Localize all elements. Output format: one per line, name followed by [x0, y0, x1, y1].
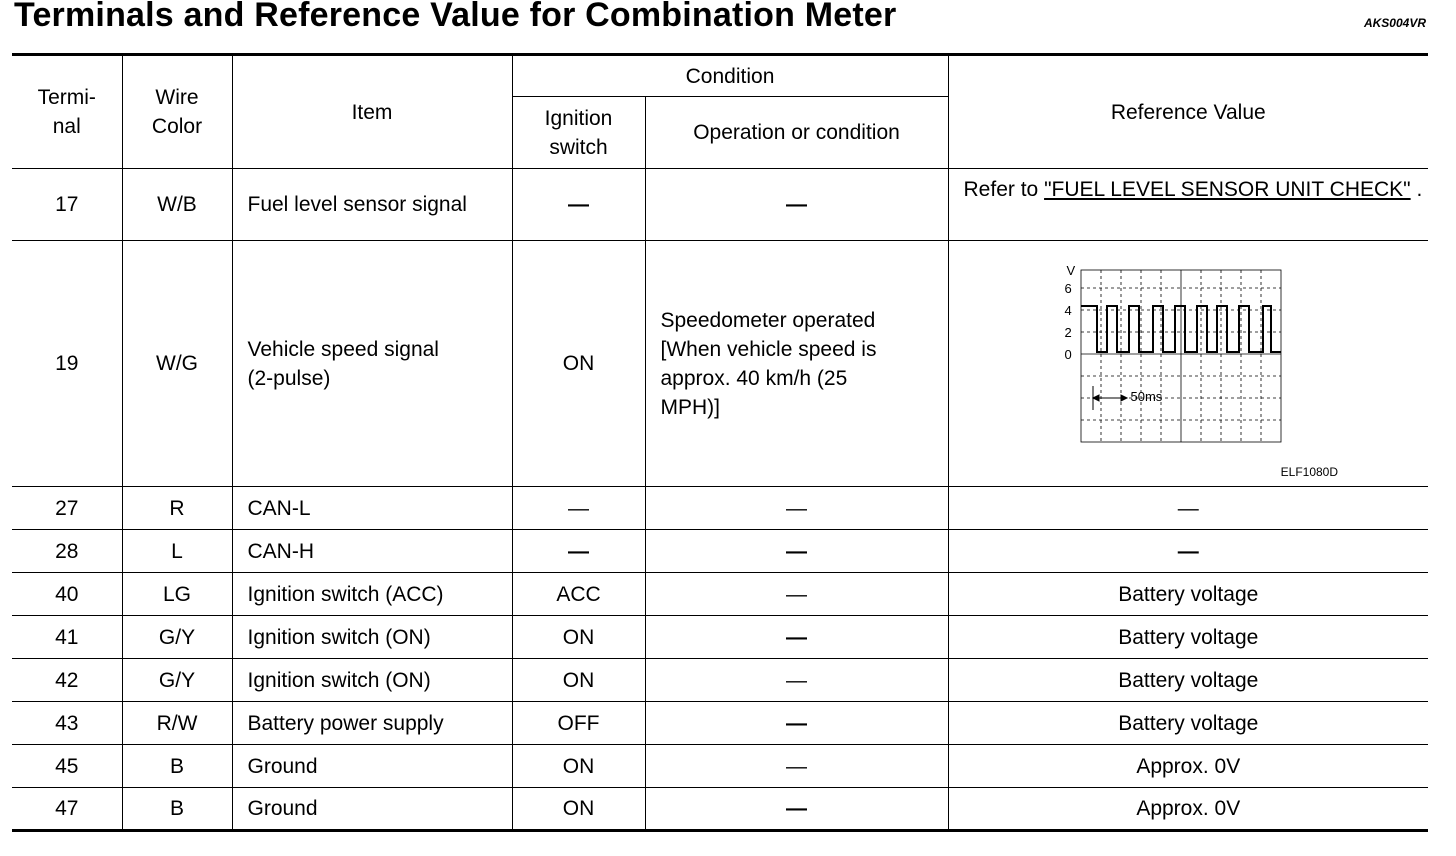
terminals-table: [12, 53, 1428, 832]
ignition-cell: ON: [512, 616, 645, 659]
reference-cell: Battery voltage: [948, 616, 1428, 659]
reference-cell: Battery voltage: [948, 659, 1428, 702]
reference-cell: —: [948, 487, 1428, 530]
page-title: Terminals and Reference Value for Combination Meter: [14, 0, 897, 34]
wire-color-cell: G/Y: [122, 659, 232, 702]
item-cell: Vehicle speed signal (2-pulse): [232, 241, 512, 487]
waveform-figure: [949, 242, 1429, 486]
table-row: [12, 659, 1428, 702]
header-operation: Operation or condition: [645, 97, 948, 169]
wire-color-cell: L: [122, 530, 232, 573]
reference-cell: Approx. 0V: [948, 745, 1428, 788]
wire-color-cell: R: [122, 487, 232, 530]
reference-cell: [948, 169, 1428, 241]
reference-suffix: .: [1410, 178, 1423, 201]
header-condition: Condition: [512, 55, 948, 97]
table-row: [12, 702, 1428, 745]
table-row: [12, 241, 1428, 487]
wire-color-cell: LG: [122, 573, 232, 616]
table-row: [12, 530, 1428, 573]
table-row: [12, 573, 1428, 616]
item-cell: Ground: [232, 788, 512, 831]
wire-color-cell: B: [122, 788, 232, 831]
wire-color-cell: B: [122, 745, 232, 788]
operation-cell: —: [645, 169, 948, 241]
item-cell: Ignition switch (ON): [232, 659, 512, 702]
y-unit-label: V: [1066, 262, 1076, 278]
terminal-cell: 43: [12, 702, 122, 745]
ignition-cell: ON: [512, 745, 645, 788]
reference-cell: Battery voltage: [948, 573, 1428, 616]
wire-color-cell: G/Y: [122, 616, 232, 659]
operation-cell: Speedometer operated [When vehicle speed is approx. 40 km/h (25 MPH)]: [645, 241, 948, 487]
ignition-cell: ON: [512, 241, 645, 487]
reference-cell: —: [948, 530, 1428, 573]
reference-cell: [948, 241, 1428, 487]
time-scale-label: 50ms: [1130, 388, 1163, 404]
table-row: [12, 745, 1428, 788]
y-tick-2: 2: [1064, 324, 1072, 340]
ignition-cell: ON: [512, 659, 645, 702]
header-item: Item: [232, 55, 512, 169]
y-tick-6: 6: [1064, 280, 1072, 296]
operation-cell: —: [645, 745, 948, 788]
terminal-cell: 42: [12, 659, 122, 702]
terminal-cell: 27: [12, 487, 122, 530]
table-row: [12, 616, 1428, 659]
reference-cell: Battery voltage: [948, 702, 1428, 745]
document-id: AKS004VR: [1363, 16, 1426, 30]
terminal-cell: 41: [12, 616, 122, 659]
terminal-cell: 19: [12, 241, 122, 487]
item-cell: Fuel level sensor signal: [232, 169, 512, 241]
terminal-cell: 45: [12, 745, 122, 788]
ignition-cell: ACC: [512, 573, 645, 616]
operation-cell: —: [645, 788, 948, 831]
operation-cell: —: [645, 573, 948, 616]
operation-cell: —: [645, 616, 948, 659]
ignition-cell: —: [512, 487, 645, 530]
ignition-cell: —: [512, 530, 645, 573]
wire-color-cell: R/W: [122, 702, 232, 745]
item-cell: CAN-L: [232, 487, 512, 530]
terminal-cell: 47: [12, 788, 122, 831]
table-row: [12, 788, 1428, 831]
header-terminal: Termi- nal: [12, 55, 122, 169]
operation-cell: —: [645, 530, 948, 573]
table-row: [12, 487, 1428, 530]
header-ignition-switch: Ignition switch: [512, 97, 645, 169]
y-tick-0: 0: [1064, 346, 1072, 362]
figure-code: ELF1080D: [1280, 464, 1339, 479]
item-cell: Ignition switch (ON): [232, 616, 512, 659]
header-wire-color: Wire Color: [122, 55, 232, 169]
terminal-cell: 40: [12, 573, 122, 616]
ignition-cell: OFF: [512, 702, 645, 745]
ignition-cell: ON: [512, 788, 645, 831]
operation-cell: —: [645, 487, 948, 530]
y-tick-4: 4: [1064, 302, 1072, 318]
wire-color-cell: W/G: [122, 241, 232, 487]
wire-color-cell: W/B: [122, 169, 232, 241]
operation-cell: —: [645, 659, 948, 702]
terminal-cell: 28: [12, 530, 122, 573]
reference-prefix: Refer to: [963, 178, 1045, 201]
operation-cell: —: [645, 702, 948, 745]
item-cell: Ground: [232, 745, 512, 788]
header-reference-value: Reference Value: [948, 55, 1428, 169]
item-cell: CAN-H: [232, 530, 512, 573]
item-cell: Ignition switch (ACC): [232, 573, 512, 616]
ignition-cell: —: [512, 169, 645, 241]
fuel-level-sensor-check-link[interactable]: "FUEL LEVEL SENSOR UNIT CHECK": [1044, 178, 1411, 201]
item-cell: Battery power supply: [232, 702, 512, 745]
reference-cell: Approx. 0V: [948, 788, 1428, 831]
table-row: [12, 169, 1428, 241]
pulse-waveform: [1064, 262, 1297, 446]
terminal-cell: 17: [12, 169, 122, 241]
